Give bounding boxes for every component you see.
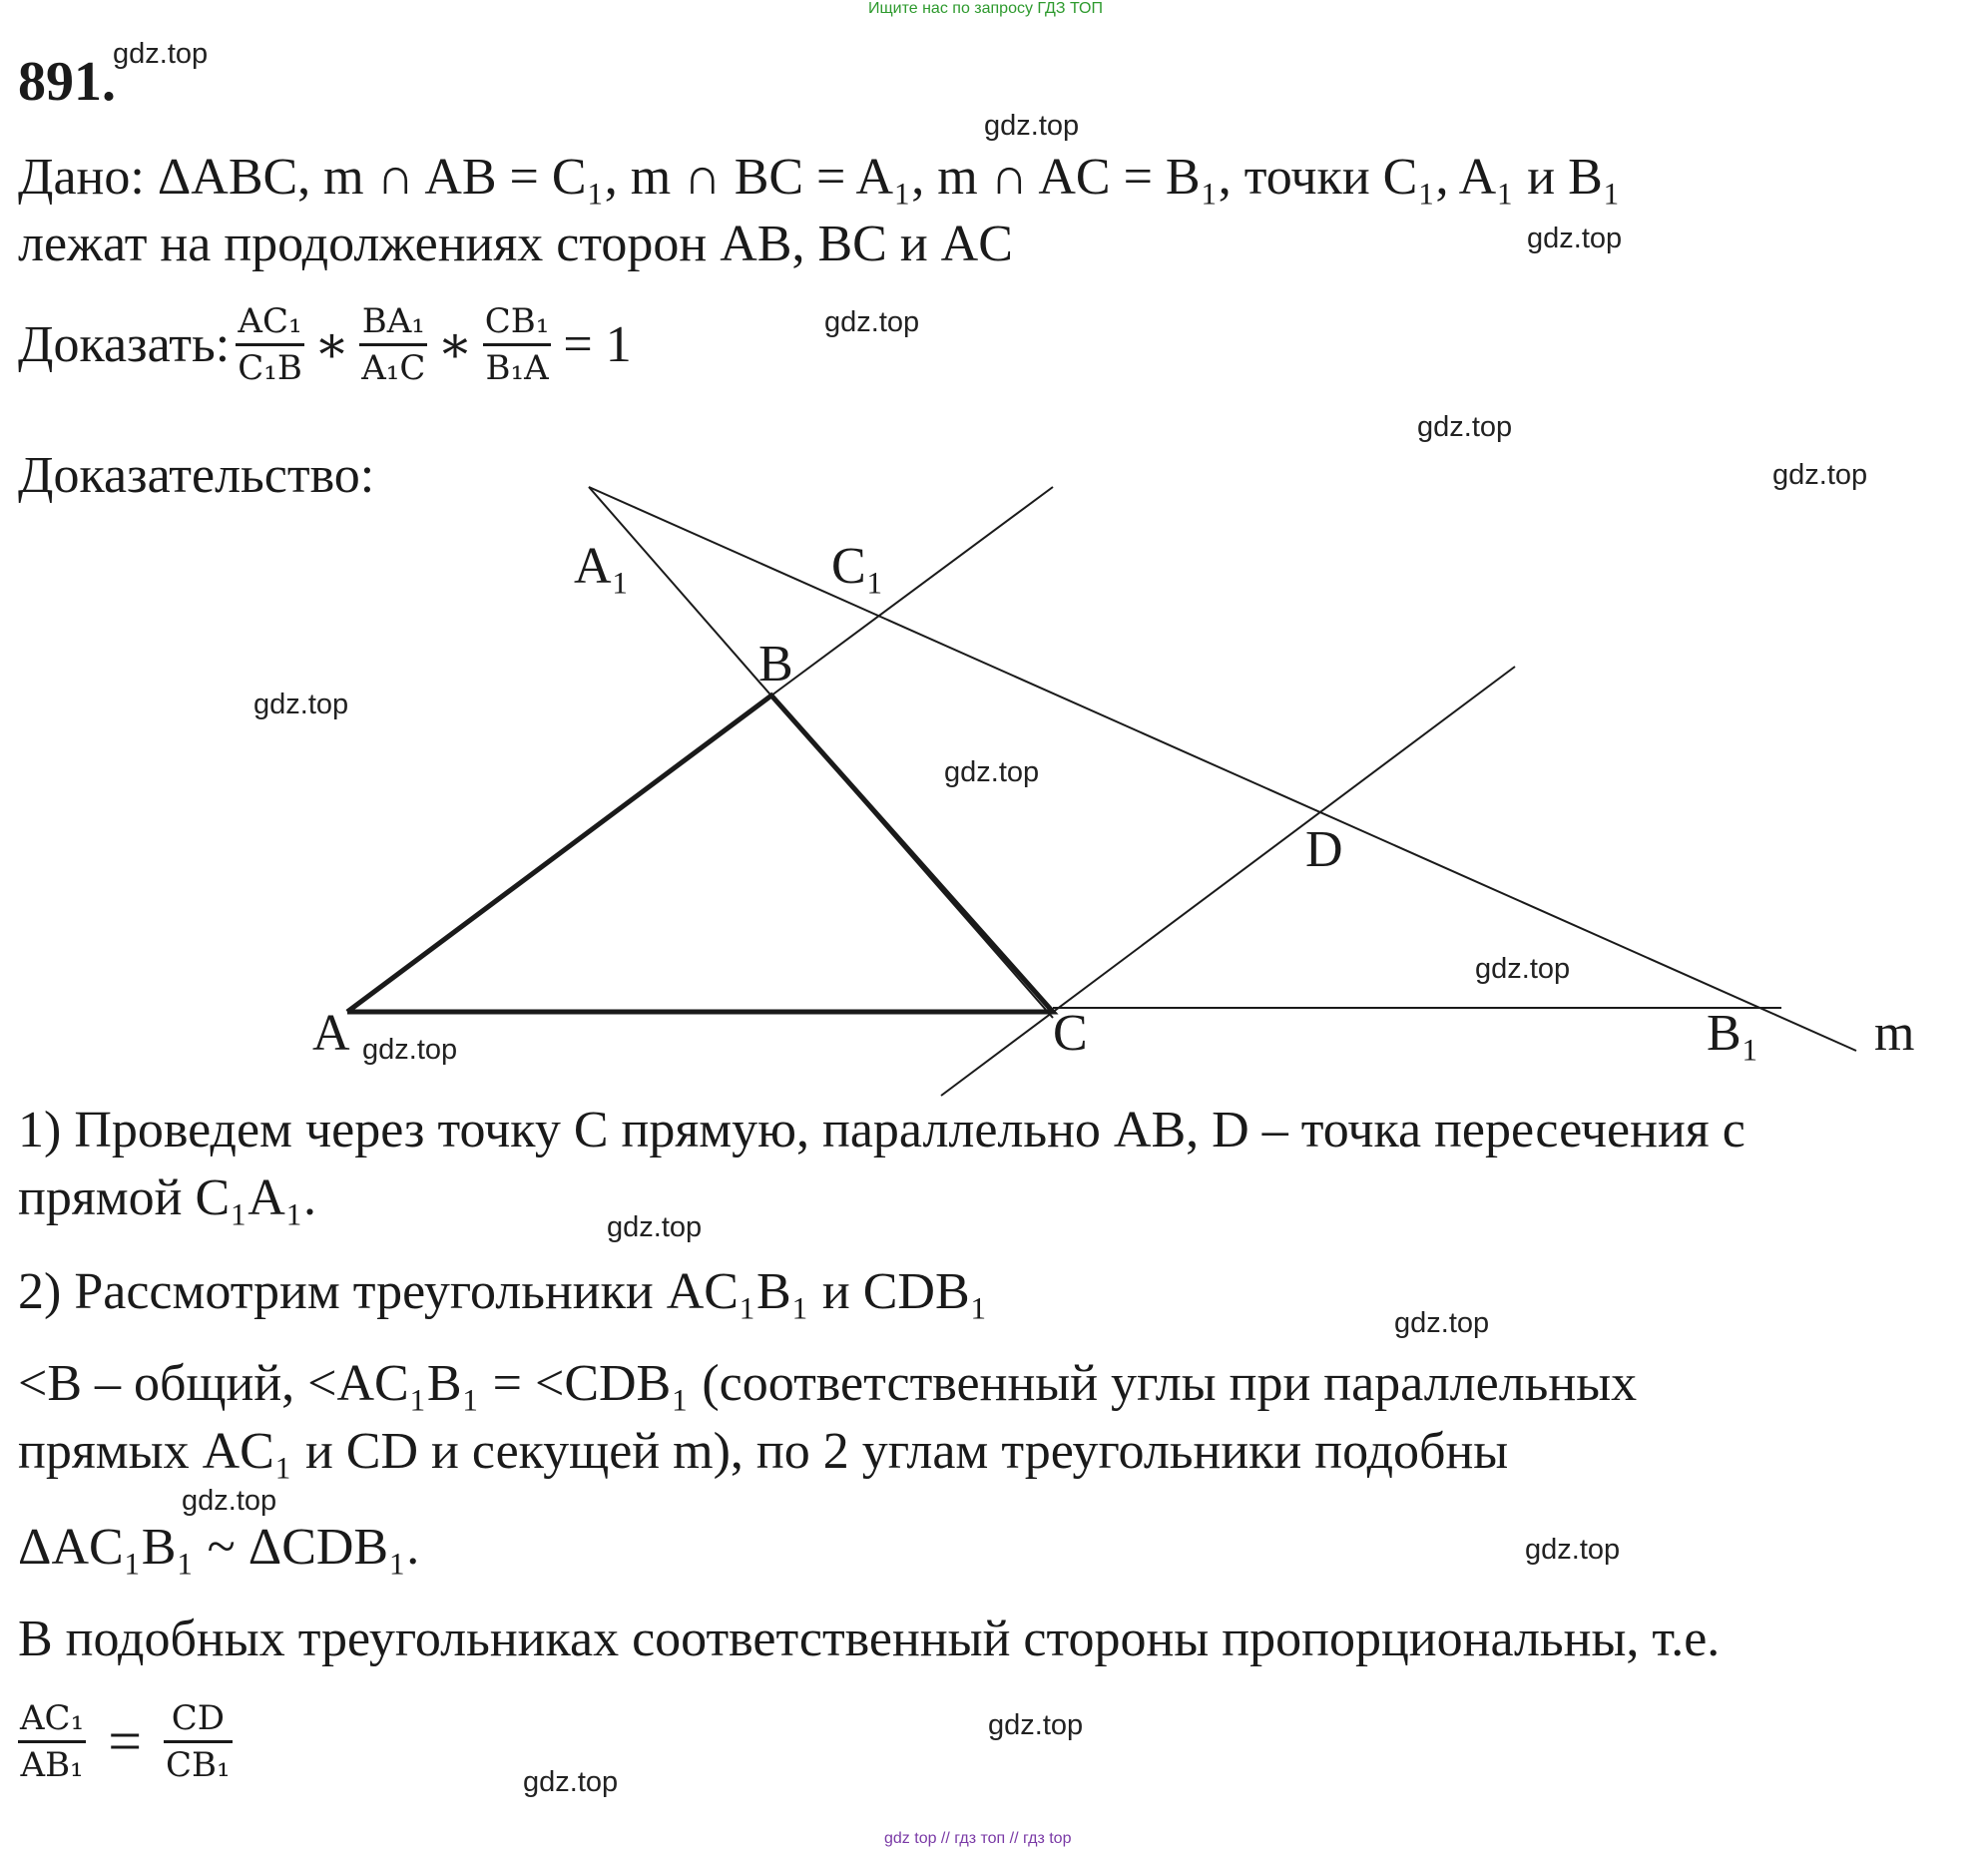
fraction-denominator: B₁A [485,348,549,388]
step-3-line-1: <B – общий, <AC₁B₁ = <CDB₁ (соответственный углы при параллельных [18,1355,1638,1412]
fraction-denominator: C₁B [238,348,302,388]
problem-number: 891. [18,51,116,113]
watermark: gdz.top [362,1034,458,1066]
point-label-a: A [312,1005,350,1062]
watermark: gdz.top [1772,459,1868,491]
proof-label: Доказательство: [18,447,375,504]
equals-sign: = [108,1708,143,1774]
line-m [589,487,1856,1051]
prove-label: Доказать: [18,315,231,373]
bottom-banner[interactable]: gdz top // гдз топ // гдз top [884,1830,1072,1847]
fraction-numerator: CD [171,1698,225,1738]
ratio-fraction [18,1696,86,1787]
watermark: gdz.top [182,1485,277,1517]
watermark: gdz.top [523,1766,619,1798]
watermark: gdz.top [253,689,349,720]
fraction-numerator: AC₁ [238,301,302,341]
watermark: gdz.top [1394,1307,1490,1339]
given-line-1: Дано: ΔABC, m ∩ AB = C₁, m ∩ BC = A₁, m ∩ AC = B₁, точки C₁, A₁ и B₁ [18,149,1621,206]
final-ratio [12,1696,239,1787]
fraction-numerator: CB₁ [484,301,550,341]
point-label-b1: B₁ [1707,1005,1759,1062]
watermark: gdz.top [988,1709,1084,1741]
step-1-line-1: 1) Проведем через точку C прямую, параллельно AB, D – точка пересечения с [18,1102,1745,1158]
fraction-numerator: BA₁ [361,301,425,341]
point-label-c: C [1053,1005,1088,1062]
watermark: gdz.top [607,1211,703,1243]
prove-result: = 1 [563,315,632,373]
watermark: gdz.top [1475,953,1571,985]
step-4: В подобных треугольниках соответственный стороны пропорциональны, т.е. [18,1611,1721,1667]
watermark: gdz.top [1525,1534,1621,1566]
point-label-d: D [1305,821,1343,878]
watermark: gdz.top [944,756,1040,788]
fraction-numerator: AC₁ [20,1698,85,1738]
line-label-m: m [1874,1005,1915,1062]
step-2: 2) Рассмотрим треугольники AC₁B₁ и CDB₁ [18,1263,988,1320]
step-3-line-3: ΔAC₁B₁ ~ ΔCDB₁. [18,1519,420,1576]
multiply-operator: ∗ [313,316,350,374]
line-cd-parallel [941,667,1515,1096]
line-ab-extension [771,487,1053,695]
step-3-line-2: прямых AC₁ и CD и секущей m), по 2 углам треугольники подобны [18,1423,1509,1480]
triangle-abc [347,695,1053,1012]
watermark: gdz.top [984,110,1080,142]
point-label-a1: A₁ [574,538,630,595]
given-line-2: лежат на продолжениях сторон AB, BC и AC [18,216,1013,272]
fraction-denominator: A₁C [361,348,426,388]
ratio-fraction [164,1696,233,1787]
point-label-c1: C₁ [831,538,884,595]
fraction-denominator: CB₁ [166,1745,231,1785]
multiply-operator: ∗ [437,316,473,374]
fraction-denominator: AB₁ [20,1745,84,1785]
point-label-b: B [758,636,793,693]
watermark: gdz.top [824,306,920,338]
step-1-line-2: прямой C₁A₁. [18,1169,316,1226]
watermark: gdz.top [1417,411,1513,443]
watermark: gdz.top [1527,223,1623,254]
top-banner[interactable]: Ищите нас по запросу ГДЗ ТОП [868,0,1103,17]
watermark: gdz.top [113,38,209,70]
